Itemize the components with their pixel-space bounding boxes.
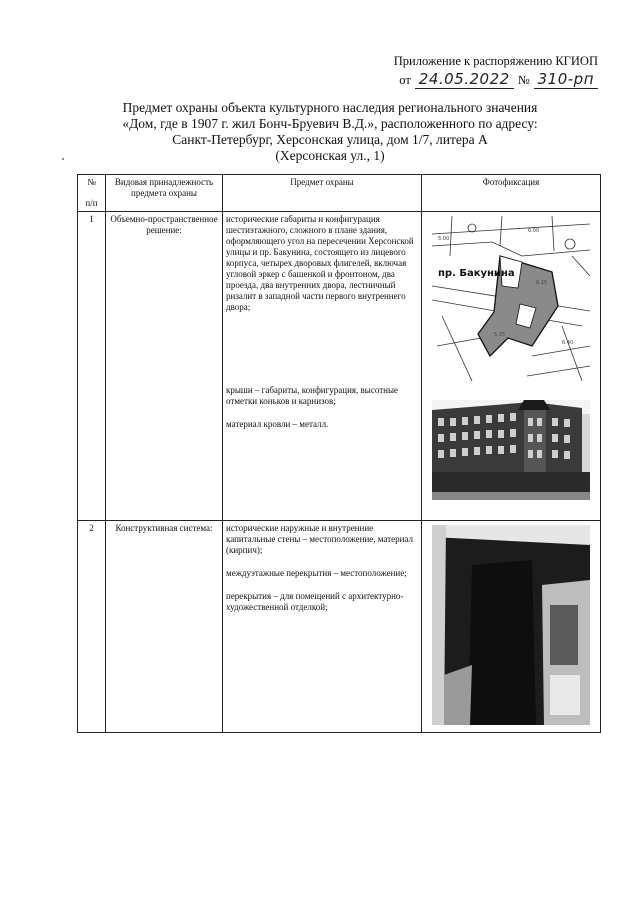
title-line-4: (Херсонская ул., 1) bbox=[275, 148, 385, 163]
appendix-title: Приложение к распоряжению КГИОП bbox=[393, 54, 598, 68]
svg-text:5.25: 5.25 bbox=[494, 332, 506, 338]
appendix-number-sign: № bbox=[517, 73, 530, 87]
row-subject bbox=[223, 212, 422, 521]
svg-text:6.00: 6.00 bbox=[528, 228, 540, 234]
svg-text:6.40: 6.40 bbox=[562, 340, 574, 346]
row-photos bbox=[422, 212, 601, 521]
building-photo bbox=[432, 400, 590, 500]
table-row bbox=[78, 521, 601, 733]
scan-speck bbox=[62, 158, 64, 160]
subject-paragraph: материал кровли – металл. bbox=[226, 419, 329, 429]
svg-text:6.15: 6.15 bbox=[536, 280, 548, 286]
appendix-from: от bbox=[399, 73, 411, 87]
subject-paragraph: перекрытия – для помещений с архитектурно-художественной отделкой; bbox=[226, 591, 404, 612]
title-line-2: «Дом, где в 1907 г. жил Бонч-Бруевич В.Д.», расположенного по адресу: bbox=[122, 116, 538, 131]
interior-photo bbox=[432, 525, 590, 725]
header-subject: Предмет охраны bbox=[223, 175, 422, 212]
row-photos bbox=[422, 521, 601, 733]
site-plan-map bbox=[432, 216, 590, 381]
appendix-header bbox=[394, 52, 598, 89]
header-number: № п/п bbox=[78, 175, 106, 212]
header-type: Видовая принадлежность предмета охраны bbox=[106, 175, 223, 212]
row-subject bbox=[223, 521, 422, 733]
document-title bbox=[80, 100, 580, 164]
subject-paragraph: исторические наружные и внутренние капитальные стены – местоположение, материал (кирпич); bbox=[226, 523, 413, 555]
row-number: 2 bbox=[78, 521, 106, 733]
header-photo: Фотофиксация bbox=[422, 175, 601, 212]
subject-paragraph: междуэтажные перекрытия – местоположение; bbox=[226, 568, 407, 578]
appendix-number: 310-рп bbox=[534, 70, 598, 89]
subject-paragraph: крыши – габариты, конфигурация, высотные отметки коньков и карнизов; bbox=[226, 385, 399, 406]
row-type: Объемно-пространственное решение: bbox=[106, 212, 223, 521]
table-row bbox=[78, 212, 601, 521]
map-street-label: пр. Бакунина bbox=[438, 268, 515, 279]
title-line-1: Предмет охраны объекта культурного наследия регионального значения bbox=[122, 100, 538, 115]
subject-paragraph: исторические габариты и конфигурация шестиэтажного, сложного в плане здания, оформляющего угол на пересечении Херсонской улицы и пр. Бакунина, состоящего из лицевого корпуса, четырех дворовых флигелей, включая угловой эркер с башенкой и фронтоном, два проезда, два внутренних двора, лестничный ризалит в западной части первого внутреннего двора; bbox=[226, 214, 414, 312]
table-header-row bbox=[78, 175, 601, 212]
title-line-3: Санкт-Петербург, Херсонская улица, дом 1/7, литера А bbox=[172, 132, 488, 147]
row-type: Конструктивная система: bbox=[106, 521, 223, 733]
appendix-date-number bbox=[394, 70, 598, 89]
protection-subject-table bbox=[77, 174, 601, 733]
row-number: 1 bbox=[78, 212, 106, 521]
svg-text:5.00: 5.00 bbox=[438, 236, 450, 242]
appendix-date: 24.05.2022 bbox=[415, 70, 514, 89]
